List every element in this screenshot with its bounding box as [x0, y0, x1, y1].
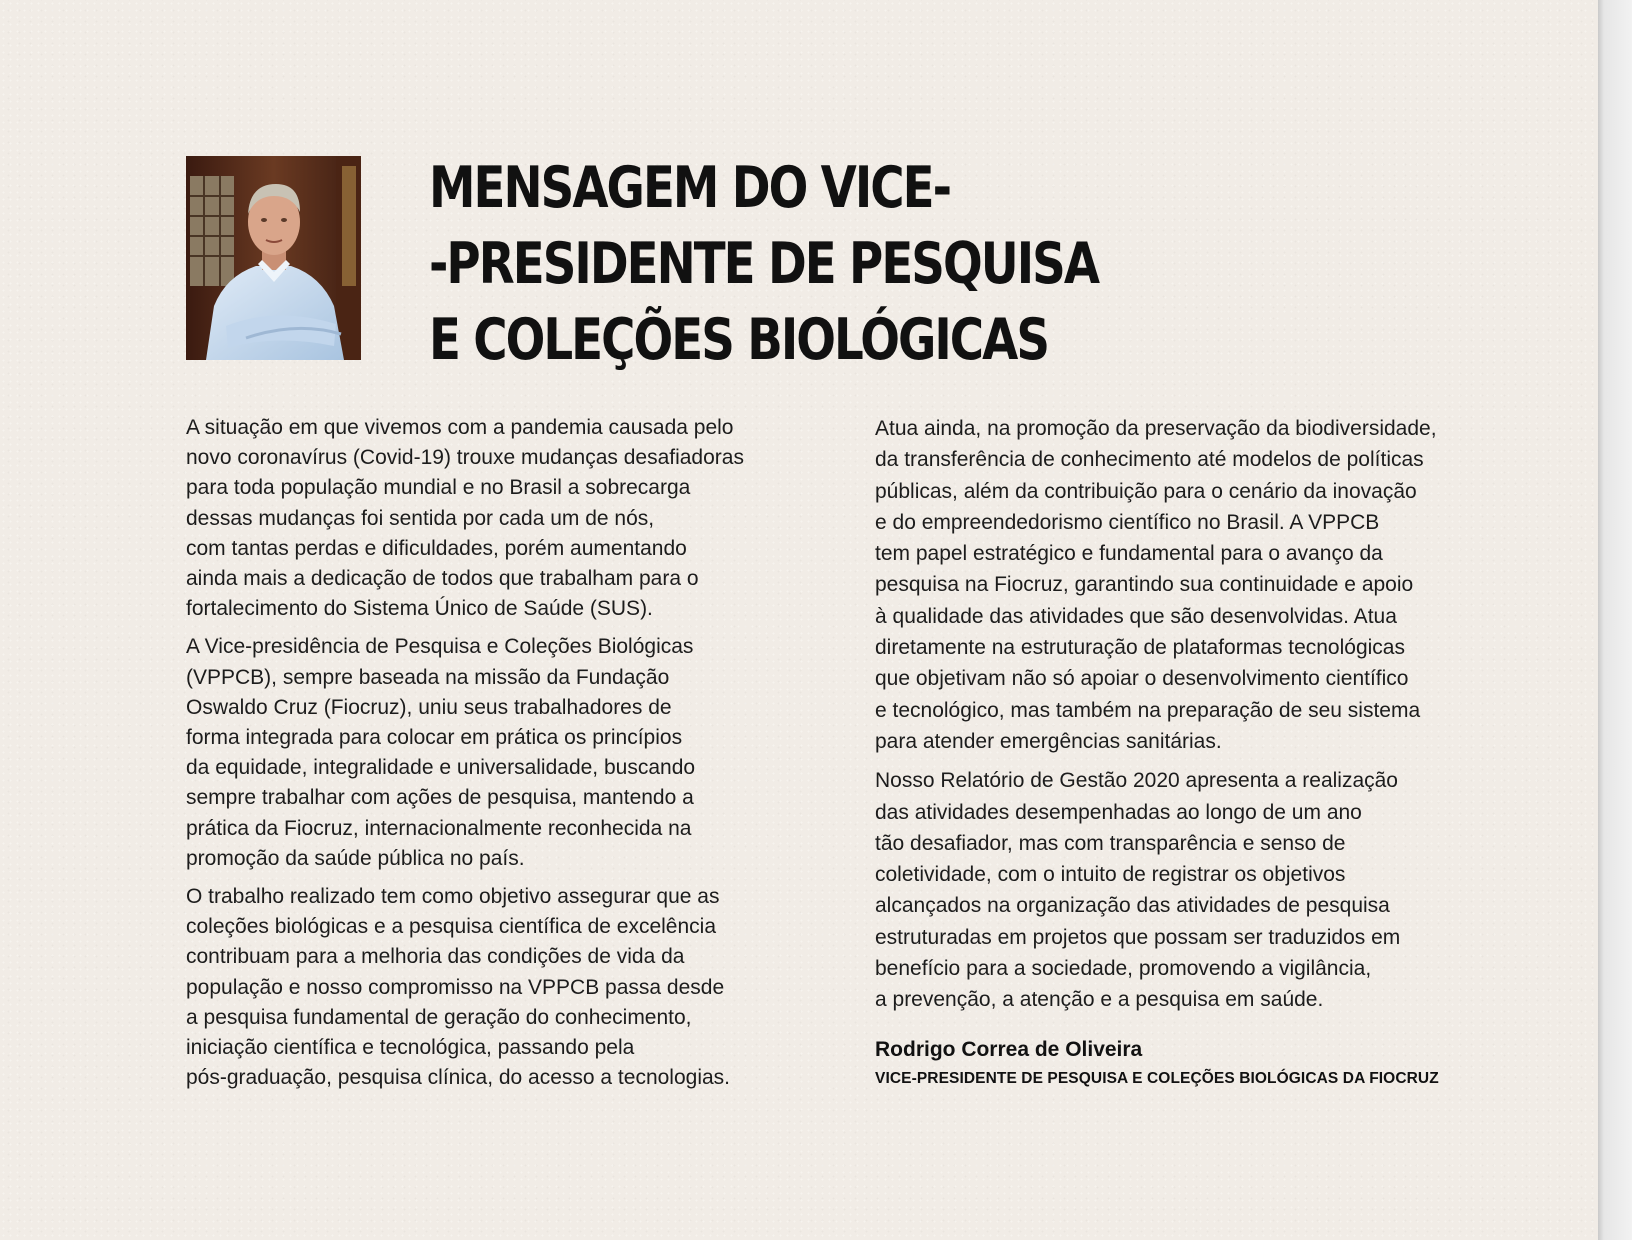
text-line: alcançados na organização das atividades de pesquisa — [875, 894, 1390, 918]
text-line: da equidade, integralidade e universalidade, buscando — [186, 756, 696, 780]
page-title — [429, 150, 1098, 378]
text-line: O trabalho realizado tem como objetivo assegurar que as — [186, 885, 720, 909]
text-line: promoção da saúde pública no país. — [186, 846, 525, 870]
text-line: sempre trabalhar com ações de pesquisa, mantendo a — [186, 786, 694, 810]
text-line: estruturadas em projetos que possam ser traduzidos em — [875, 925, 1401, 949]
title-line: E COLEÇÕES BIOLÓGICAS — [429, 307, 1049, 373]
text-line: que objetivam não só apoiar o desenvolvimento científico — [875, 667, 1409, 691]
text-line: tão desafiador, mas com transparência e senso de — [875, 831, 1346, 855]
text-line: a prevenção, a atenção e a pesquisa em saúde. — [875, 988, 1324, 1012]
portrait-photo — [186, 156, 361, 360]
text-line: para toda população mundial e no Brasil a sobrecarga — [186, 476, 691, 500]
left-text-column — [186, 413, 846, 1101]
text-line: novo coronavírus (Covid-19) trouxe mudanças desafiadoras — [186, 446, 744, 470]
title-line: MENSAGEM DO VICE- — [429, 155, 951, 221]
paragraph — [186, 632, 846, 874]
paragraph — [875, 765, 1535, 1015]
text-line: a pesquisa fundamental de geração do conhecimento, — [186, 1005, 692, 1029]
text-line: pesquisa na Fiocruz, garantindo sua continuidade e apoio — [875, 573, 1414, 597]
title-line: -PRESIDENTE DE PESQUISA — [429, 231, 1099, 297]
portrait-illustration — [186, 156, 361, 360]
paragraph — [186, 882, 846, 1093]
text-line: benefício para a sociedade, promovendo a vigilância, — [875, 957, 1372, 981]
text-line: públicas, além da contribuição para o cenário da inovação — [875, 479, 1417, 503]
text-line: coleções biológicas e a pesquisa científica de excelência — [186, 915, 716, 939]
text-line: Nosso Relatório de Gestão 2020 apresenta a realização — [875, 769, 1398, 793]
text-line: para atender emergências sanitárias. — [875, 729, 1222, 753]
text-line: iniciação científica e tecnológica, passando pela — [186, 1036, 635, 1060]
text-line: Atua ainda, na promoção da preservação da biodiversidade, — [875, 417, 1437, 440]
text-line: à qualidade das atividades que são desenvolvidas. Atua — [875, 604, 1397, 628]
text-line: A Vice-presidência de Pesquisa e Coleções Biológicas — [186, 635, 694, 659]
text-line: (VPPCB), sempre baseada na missão da Fundação — [186, 665, 670, 689]
signature-name: Rodrigo Correa de Oliveira — [875, 1037, 1143, 1061]
text-line: ainda mais a dedicação de todos que trabalham para o — [186, 567, 699, 591]
paragraph — [875, 413, 1535, 757]
text-line: das atividades desempenhadas ao longo de um ano — [875, 800, 1362, 824]
text-line: e do empreendedorismo científico no Brasil. A VPPCB — [875, 510, 1380, 534]
text-line: coletividade, com o intuito de registrar os objetivos — [875, 863, 1346, 887]
right-text-column — [875, 413, 1535, 1090]
text-line: da transferência de conhecimento até modelos de políticas — [875, 448, 1424, 472]
text-line: Oswaldo Cruz (Fiocruz), uniu seus trabalhadores de — [186, 695, 672, 719]
text-line: com tantas perdas e dificuldades, porém aumentando — [186, 536, 687, 560]
text-line: fortalecimento do Sistema Único de Saúde (SUS). — [186, 597, 653, 621]
text-line: população e nosso compromisso na VPPCB passa desde — [186, 975, 725, 999]
text-line: contribuam para a melhoria das condições de vida da — [186, 945, 685, 969]
text-line: diretamente na estruturação de plataformas tecnológicas — [875, 636, 1405, 660]
text-line: pós-graduação, pesquisa clínica, do acesso a tecnologias. — [186, 1066, 731, 1090]
page-edge-shadow — [1598, 0, 1632, 1240]
text-line: e tecnológico, mas também na preparação de seu sistema — [875, 698, 1421, 722]
paragraph — [186, 413, 846, 624]
text-line: forma integrada para colocar em prática os princípios — [186, 726, 683, 750]
text-line: A situação em que vivemos com a pandemia causada pelo — [186, 416, 734, 439]
signature-role: VICE-PRESIDENTE DE PESQUISA E COLEÇÕES BIOLÓGICAS DA FIOCRUZ — [875, 1069, 1439, 1087]
text-line: dessas mudanças foi sentida por cada um de nós, — [186, 506, 655, 530]
text-line: prática da Fiocruz, internacionalmente reconhecida na — [186, 816, 692, 840]
text-line: tem papel estratégico e fundamental para o avanço da — [875, 542, 1383, 566]
